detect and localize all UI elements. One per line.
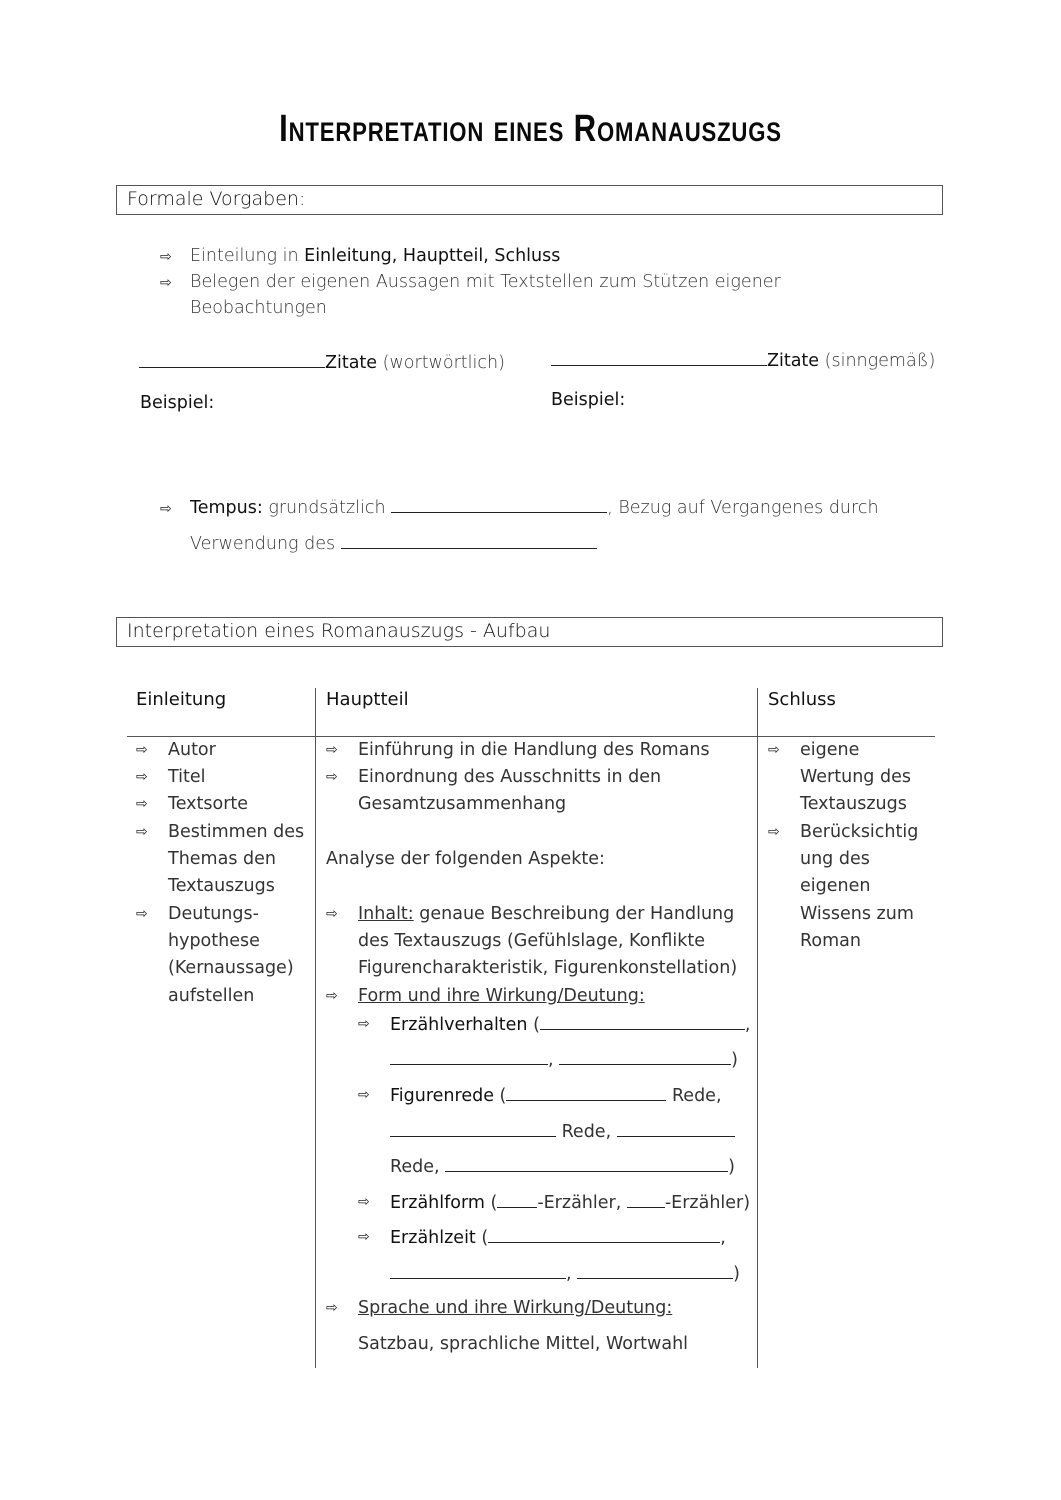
arrow-bullet-icon: ⇨: [358, 1016, 370, 1032]
fill-in-blank[interactable]: [390, 1260, 566, 1279]
fill-in-blank[interactable]: [617, 1118, 735, 1137]
fill-in-blank[interactable]: [341, 530, 597, 549]
arrow-bullet-icon: ⇨: [136, 796, 148, 812]
table-divider: [315, 688, 316, 1368]
arrow-bullet-icon: ⇨: [358, 1194, 370, 1210]
arrow-bullet-icon: ⇨: [136, 769, 148, 785]
fill-in-blank[interactable]: [627, 1189, 665, 1208]
example-label-right: Beispiel:: [551, 390, 626, 410]
arrow-bullet-icon: ⇨: [136, 824, 148, 840]
fill-in-blank[interactable]: [551, 347, 767, 366]
fill-in-blank[interactable]: [577, 1260, 733, 1279]
fill-in-blank[interactable]: [497, 1189, 537, 1208]
fill-in-blank[interactable]: [390, 1046, 548, 1065]
section-heading-formale-vorgaben: Formale Vorgaben:: [116, 185, 943, 215]
bullet-einteilung: ⇨ Einteilung in Einleitung, Hauptteil, Schluss: [160, 243, 560, 270]
table-divider: [757, 688, 758, 1368]
arrow-bullet-icon: ⇨: [326, 1300, 338, 1316]
fill-in-blank[interactable]: [139, 349, 325, 368]
arrow-bullet-icon: ⇨: [326, 769, 338, 785]
fill-in-blank[interactable]: [559, 1046, 731, 1065]
analyse-label: Analyse der folgenden Aspekte:: [326, 849, 605, 869]
arrow-bullet-icon: ⇨: [160, 275, 172, 291]
arrow-bullet-icon: ⇨: [136, 906, 148, 922]
bullet-tempus: ⇨ Tempus: grundsätzlich , Bezug auf Vergangenes durch: [160, 494, 879, 522]
quote-sinngemaess: Zitate (sinngemäß): [551, 347, 935, 374]
column-header-schluss: Schluss: [768, 689, 836, 710]
arrow-bullet-icon: ⇨: [358, 1087, 370, 1103]
arrow-bullet-icon: ⇨: [768, 742, 780, 758]
arrow-bullet-icon: ⇨: [136, 742, 148, 758]
quote-wortwoertlich: Zitate (wortwörtlich): [139, 349, 505, 376]
arrow-bullet-icon: ⇨: [326, 988, 338, 1004]
fill-in-blank[interactable]: [391, 494, 607, 513]
fill-in-blank[interactable]: [488, 1224, 720, 1243]
arrow-bullet-icon: ⇨: [768, 824, 780, 840]
fill-in-blank[interactable]: [390, 1118, 556, 1137]
column-header-hauptteil: Hauptteil: [326, 689, 409, 710]
arrow-bullet-icon: ⇨: [160, 501, 172, 517]
fill-in-blank[interactable]: [445, 1153, 728, 1172]
bullet-belegen-cont: Beobachtungen: [190, 298, 327, 318]
fill-in-blank[interactable]: [506, 1082, 666, 1101]
arrow-bullet-icon: ⇨: [358, 1229, 370, 1245]
page-title: Interpretation eines Romanauszugs: [279, 108, 782, 150]
bullet-belegen: ⇨ Belegen der eigenen Aussagen mit Textstellen zum Stützen eigener: [160, 269, 781, 296]
arrow-bullet-icon: ⇨: [326, 906, 338, 922]
arrow-bullet-icon: ⇨: [326, 742, 338, 758]
fill-in-blank[interactable]: [540, 1011, 745, 1030]
section-heading-aufbau: Interpretation eines Romanauszugs - Aufbau: [116, 617, 943, 647]
example-label-left: Beispiel:: [140, 393, 215, 413]
arrow-bullet-icon: ⇨: [160, 249, 172, 265]
tempus-cont: Verwendung des: [190, 530, 597, 557]
column-header-einleitung: Einleitung: [136, 689, 227, 710]
